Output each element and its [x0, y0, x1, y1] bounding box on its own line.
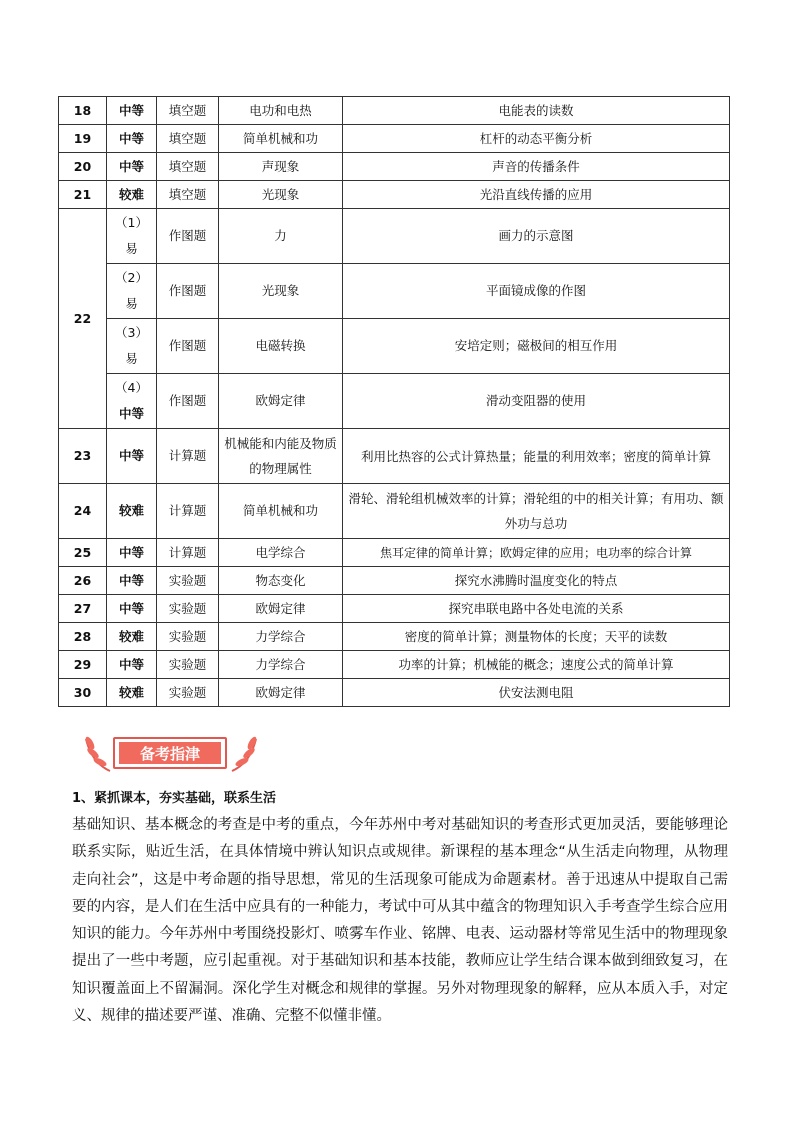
knowledge-point: 利用比热容的公式计算热量；能量的利用效率；密度的简单计算 — [343, 429, 730, 484]
difficulty: 中等 — [107, 651, 157, 679]
table-row — [59, 374, 730, 429]
difficulty: 较难 — [107, 181, 157, 209]
question-number: 20 — [59, 153, 107, 181]
topic: 力学综合 — [219, 623, 343, 651]
section-heading: 1、紧抓课本，夯实基础，联系生活 — [72, 791, 277, 806]
exam-analysis-table — [58, 96, 730, 707]
question-number: 19 — [59, 125, 107, 153]
question-type: 作图题 — [157, 264, 219, 319]
question-number: 18 — [59, 97, 107, 125]
topic: 电磁转换 — [219, 319, 343, 374]
section-paragraph: 基础知识、基本概念的考查是中考的重点，今年苏州中考对基础知识的考查形式更加灵活，要能够理论联系实际，贴近生活，在具体情境中辨认知识点或规律。新课程的基本理念“从生活走向物理，从物理走向社会”，这是中考命题的指导思想，常见的生活现象可能成为命题素材。善于迅速从中提取自己需要的内容，是人们在生活中应具有的一种能力，考试中可从其中蕴含的物理知识入手考查学生综合应用知识的能力。今年苏州中考围绕投影灯、喷雾车作业、铭牌、电表、运动器材等常见生活中的物理现象提出了一些中考题，应引起重视。对于基础知识和基本技能，教师应让学生结合课本做到细致复习，在知识覆盖面上不留漏洞。深化学生对概念和规律的掌握。另外对物理现象的解释，应从本质入手，对定义、规律的描述要严谨、准确、完整不似懂非懂。 — [72, 817, 728, 1025]
knowledge-point: 杠杆的动态平衡分析 — [343, 125, 730, 153]
table-row — [59, 539, 730, 567]
question-type: 实验题 — [157, 679, 219, 707]
question-number: 29 — [59, 651, 107, 679]
table-row — [59, 97, 730, 125]
topic: 光现象 — [219, 264, 343, 319]
knowledge-point: 焦耳定律的简单计算；欧姆定律的应用；电功率的综合计算 — [343, 539, 730, 567]
knowledge-point: 光沿直线传播的应用 — [343, 181, 730, 209]
question-number: 22 — [59, 209, 107, 429]
knowledge-point: 平面镜成像的作图 — [343, 264, 730, 319]
question-type: 填空题 — [157, 125, 219, 153]
question-number: 23 — [59, 429, 107, 484]
question-number: 25 — [59, 539, 107, 567]
question-number: 26 — [59, 567, 107, 595]
question-type: 填空题 — [157, 153, 219, 181]
difficulty — [107, 374, 157, 429]
sub-question-part: （2） — [115, 270, 148, 285]
table-row — [59, 595, 730, 623]
sub-question-part: （1） — [115, 215, 148, 230]
difficulty: 中等 — [107, 153, 157, 181]
question-type: 计算题 — [157, 484, 219, 539]
topic: 力学综合 — [219, 651, 343, 679]
sub-question-part: （3） — [115, 325, 148, 340]
knowledge-point: 探究串联电路中各处电流的关系 — [343, 595, 730, 623]
question-type: 作图题 — [157, 209, 219, 264]
knowledge-point: 声音的传播条件 — [343, 153, 730, 181]
knowledge-point: 安培定则；磁极间的相互作用 — [343, 319, 730, 374]
difficulty: 中等 — [107, 429, 157, 484]
difficulty-level: 易 — [125, 296, 138, 311]
topic: 物态变化 — [219, 567, 343, 595]
topic: 机械能和内能及物质的物理属性 — [219, 429, 343, 484]
table-row — [59, 679, 730, 707]
difficulty: 中等 — [107, 567, 157, 595]
question-type: 作图题 — [157, 374, 219, 429]
question-type: 实验题 — [157, 595, 219, 623]
table-row — [59, 567, 730, 595]
sub-question-part: （4） — [115, 380, 148, 395]
laurel-right-icon — [228, 733, 262, 777]
question-number: 27 — [59, 595, 107, 623]
knowledge-point: 探究水沸腾时温度变化的特点 — [343, 567, 730, 595]
table-row — [59, 651, 730, 679]
table-row — [59, 209, 730, 264]
question-type: 实验题 — [157, 567, 219, 595]
knowledge-point: 电能表的读数 — [343, 97, 730, 125]
table-row — [59, 623, 730, 651]
knowledge-point: 画力的示意图 — [343, 209, 730, 264]
table-row — [59, 153, 730, 181]
table-row — [59, 181, 730, 209]
banner-label: 备考指津 — [119, 742, 221, 764]
question-number: 24 — [59, 484, 107, 539]
knowledge-point: 伏安法测电阻 — [343, 679, 730, 707]
difficulty — [107, 209, 157, 264]
difficulty: 中等 — [107, 539, 157, 567]
difficulty-level: 易 — [125, 351, 138, 366]
question-type: 实验题 — [157, 651, 219, 679]
difficulty: 较难 — [107, 679, 157, 707]
difficulty: 中等 — [107, 97, 157, 125]
question-type: 作图题 — [157, 319, 219, 374]
question-number: 21 — [59, 181, 107, 209]
question-number: 28 — [59, 623, 107, 651]
topic: 电学综合 — [219, 539, 343, 567]
question-type: 实验题 — [157, 623, 219, 651]
difficulty-level: 易 — [125, 241, 138, 256]
difficulty-level: 中等 — [118, 406, 144, 421]
question-type: 计算题 — [157, 429, 219, 484]
topic: 欧姆定律 — [219, 374, 343, 429]
difficulty: 较难 — [107, 484, 157, 539]
question-type: 计算题 — [157, 539, 219, 567]
section-banner — [80, 733, 262, 777]
table-row — [59, 319, 730, 374]
knowledge-point: 滑轮、滑轮组机械效率的计算；滑轮组的中的相关计算；有用功、额外功与总功 — [343, 484, 730, 539]
question-type: 填空题 — [157, 97, 219, 125]
topic: 力 — [219, 209, 343, 264]
topic: 欧姆定律 — [219, 679, 343, 707]
topic: 声现象 — [219, 153, 343, 181]
difficulty — [107, 264, 157, 319]
knowledge-point: 滑动变阻器的使用 — [343, 374, 730, 429]
knowledge-point: 功率的计算；机械能的概念；速度公式的简单计算 — [343, 651, 730, 679]
topic: 简单机械和功 — [219, 484, 343, 539]
topic: 光现象 — [219, 181, 343, 209]
laurel-left-icon — [80, 733, 114, 777]
topic: 简单机械和功 — [219, 125, 343, 153]
question-type: 填空题 — [157, 181, 219, 209]
table-row — [59, 484, 730, 539]
table-row — [59, 264, 730, 319]
topic: 电功和电热 — [219, 97, 343, 125]
table-row — [59, 429, 730, 484]
knowledge-point: 密度的简单计算；测量物体的长度；天平的读数 — [343, 623, 730, 651]
difficulty — [107, 319, 157, 374]
difficulty: 中等 — [107, 595, 157, 623]
banner-box — [113, 737, 227, 769]
difficulty: 较难 — [107, 623, 157, 651]
topic: 欧姆定律 — [219, 595, 343, 623]
difficulty: 中等 — [107, 125, 157, 153]
question-number: 30 — [59, 679, 107, 707]
table-row — [59, 125, 730, 153]
